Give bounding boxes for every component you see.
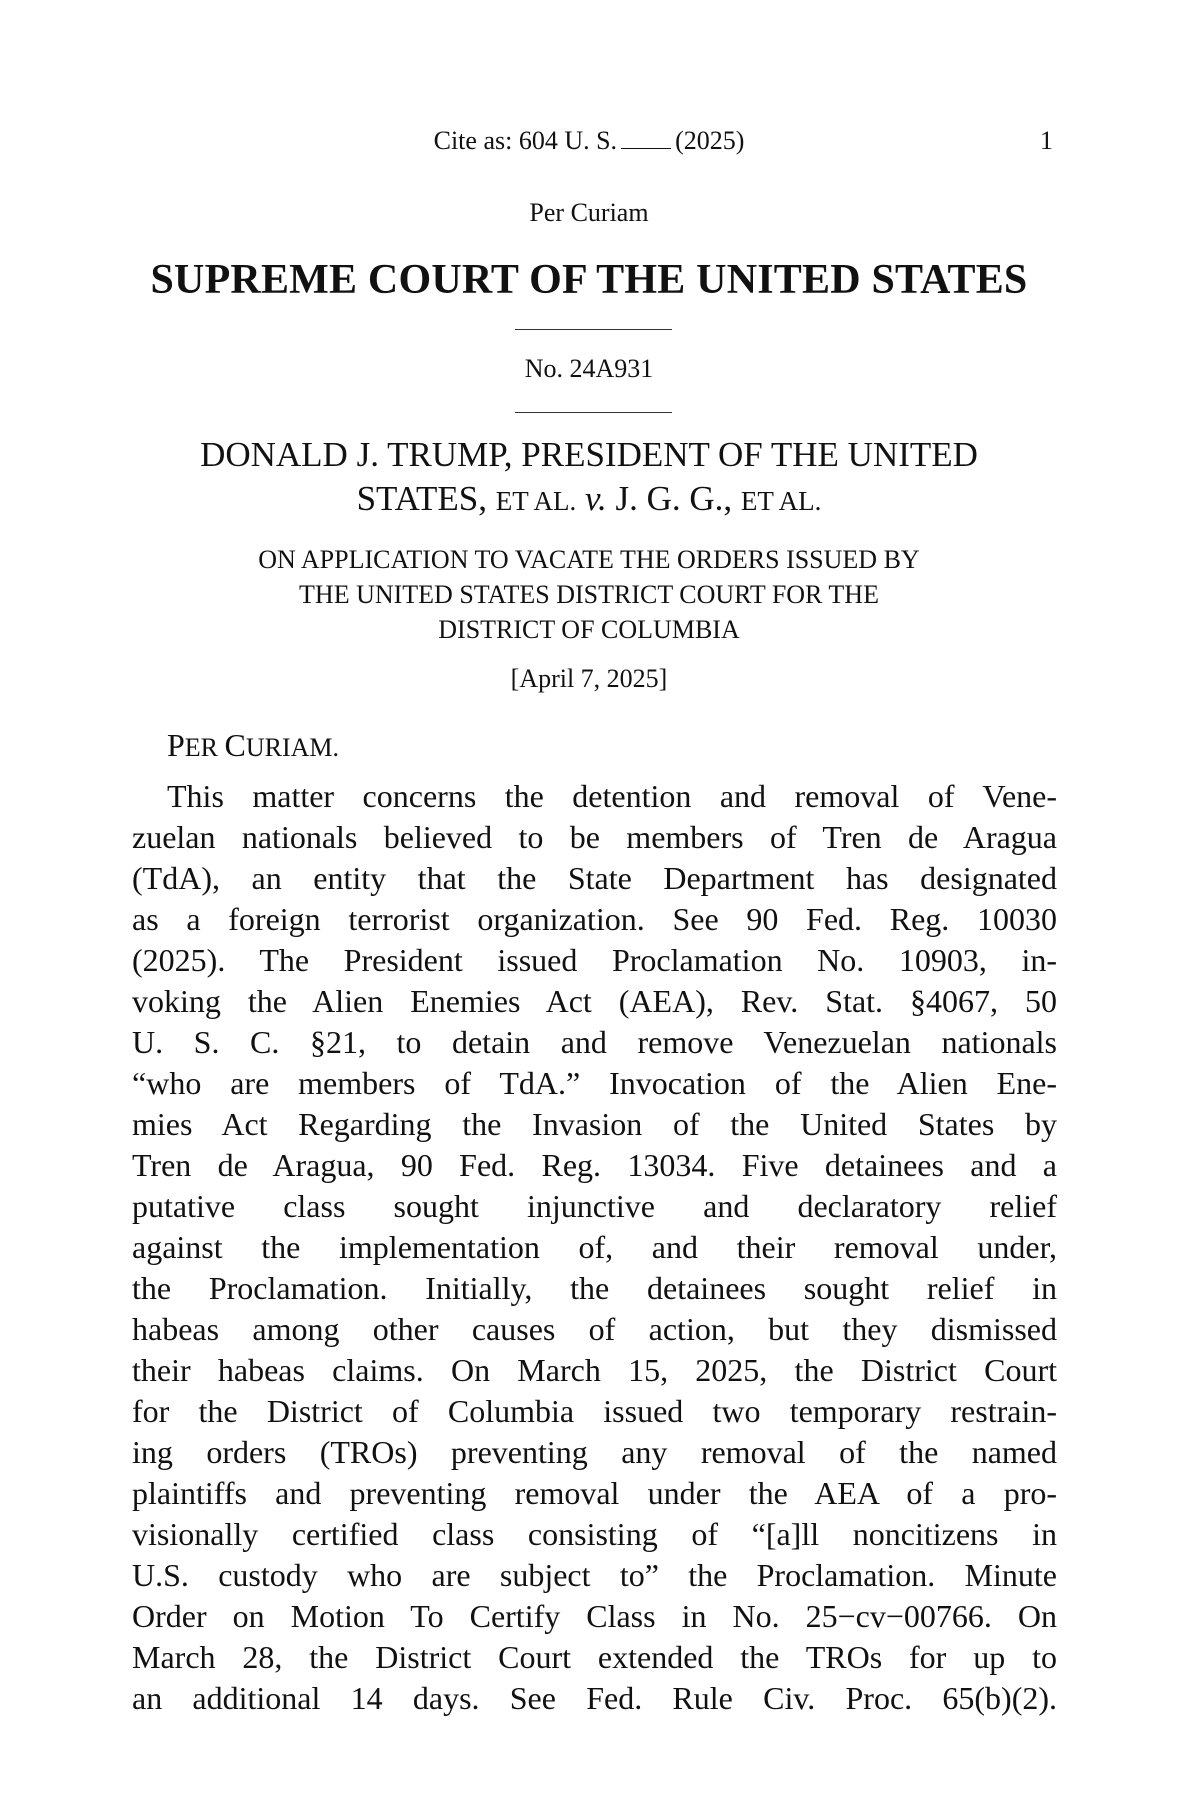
et-al: ET AL. — [740, 486, 822, 516]
case-title — [0, 433, 1178, 523]
versus: v. — [576, 479, 616, 518]
opinion-body — [132, 776, 1057, 1719]
body-line: (2025). The President issued Proclamation No. 10903, in- — [132, 942, 1057, 978]
body-line: U.S. custody who are subject to” the Proclamation. Minute — [132, 1557, 1057, 1593]
body-line: against the implementation of, and their removal under, — [132, 1229, 1057, 1265]
body-line: This matter concerns the detention and removal of Vene- — [167, 778, 1057, 814]
body-line: “who are members of TdA.” Invocation of the Alien Ene- — [132, 1065, 1057, 1101]
opening-cap: P — [167, 727, 185, 763]
body-line: the Proclamation. Initially, the detainees sought relief in — [132, 1270, 1057, 1306]
body-line: mies Act Regarding the Invasion of the United States by — [132, 1106, 1057, 1142]
body-line: (TdA), an entity that the State Department has designated — [132, 860, 1057, 896]
citation-suffix: (2025) — [675, 126, 745, 155]
application-line: ON APPLICATION TO VACATE THE ORDERS ISSUED BY — [258, 545, 920, 574]
divider-rule — [515, 412, 672, 413]
body-line: ing orders (TROs) preventing any removal of the named — [132, 1434, 1057, 1470]
body-line: for the District of Columbia issued two temporary restrain- — [132, 1393, 1057, 1429]
body-line: visionally certified class consisting of “[a]ll noncitizens in — [132, 1516, 1057, 1552]
application-line: DISTRICT OF COLUMBIA — [438, 615, 740, 644]
body-line: voking the Alien Enemies Act (AEA), Rev. Stat. §4067, 50 — [132, 983, 1057, 1019]
decision-date: [April 7, 2025] — [510, 664, 668, 693]
body-line: an additional 14 days. See Fed. Rule Civ. Proc. 65(b)(2). — [132, 1680, 1057, 1716]
per-curiam-opening — [167, 727, 339, 764]
application-statement — [0, 542, 1178, 647]
body-line: as a foreign terrorist organization. See 90 Fed. Reg. 10030 — [132, 901, 1057, 937]
case-title-part: STATES, — [356, 479, 496, 518]
opening-small: ER — [184, 733, 225, 762]
case-title-line-2 — [0, 477, 1178, 523]
citation-blank — [621, 130, 671, 149]
citation-line — [0, 126, 1178, 156]
opening-cap: C — [224, 727, 246, 763]
citation-prefix: Cite as: 604 U. S. — [433, 126, 618, 155]
body-line: Tren de Aragua, 90 Fed. Reg. 13034. Five detainees and a — [132, 1147, 1057, 1183]
body-line: Order on Motion To Certify Class in No. 25−cv−00766. On — [132, 1598, 1057, 1634]
court-name: SUPREME COURT OF THE UNITED STATES — [150, 257, 1028, 303]
body-line: March 28, the District Court extended the TROs for up to — [132, 1639, 1057, 1675]
body-line: their habeas claims. On March 15, 2025, the District Court — [132, 1352, 1057, 1388]
body-line: zuelan nationals believed to be members of Tren de Aragua — [132, 819, 1057, 855]
body-line: U. S. C. §21, to detain and remove Venezuelan nationals — [132, 1024, 1057, 1060]
application-line: THE UNITED STATES DISTRICT COURT FOR THE — [299, 580, 879, 609]
docket-number: No. 24A931 — [524, 354, 654, 383]
et-al: ET AL. — [495, 486, 577, 516]
body-line: plaintiffs and preventing removal under the AEA of a pro- — [132, 1475, 1057, 1511]
divider-rule — [515, 329, 672, 330]
running-header-per-curiam: Per Curiam — [529, 198, 649, 227]
body-line: putative class sought injunctive and declaratory relief — [132, 1188, 1057, 1224]
page-number: 1 — [1040, 126, 1053, 155]
case-title-line-1: DONALD J. TRUMP, PRESIDENT OF THE UNITED — [200, 435, 978, 474]
case-title-part: J. G. G., — [615, 479, 741, 518]
opening-small: URIAM. — [245, 733, 340, 762]
body-line: habeas among other causes of action, but they dismissed — [132, 1311, 1057, 1347]
